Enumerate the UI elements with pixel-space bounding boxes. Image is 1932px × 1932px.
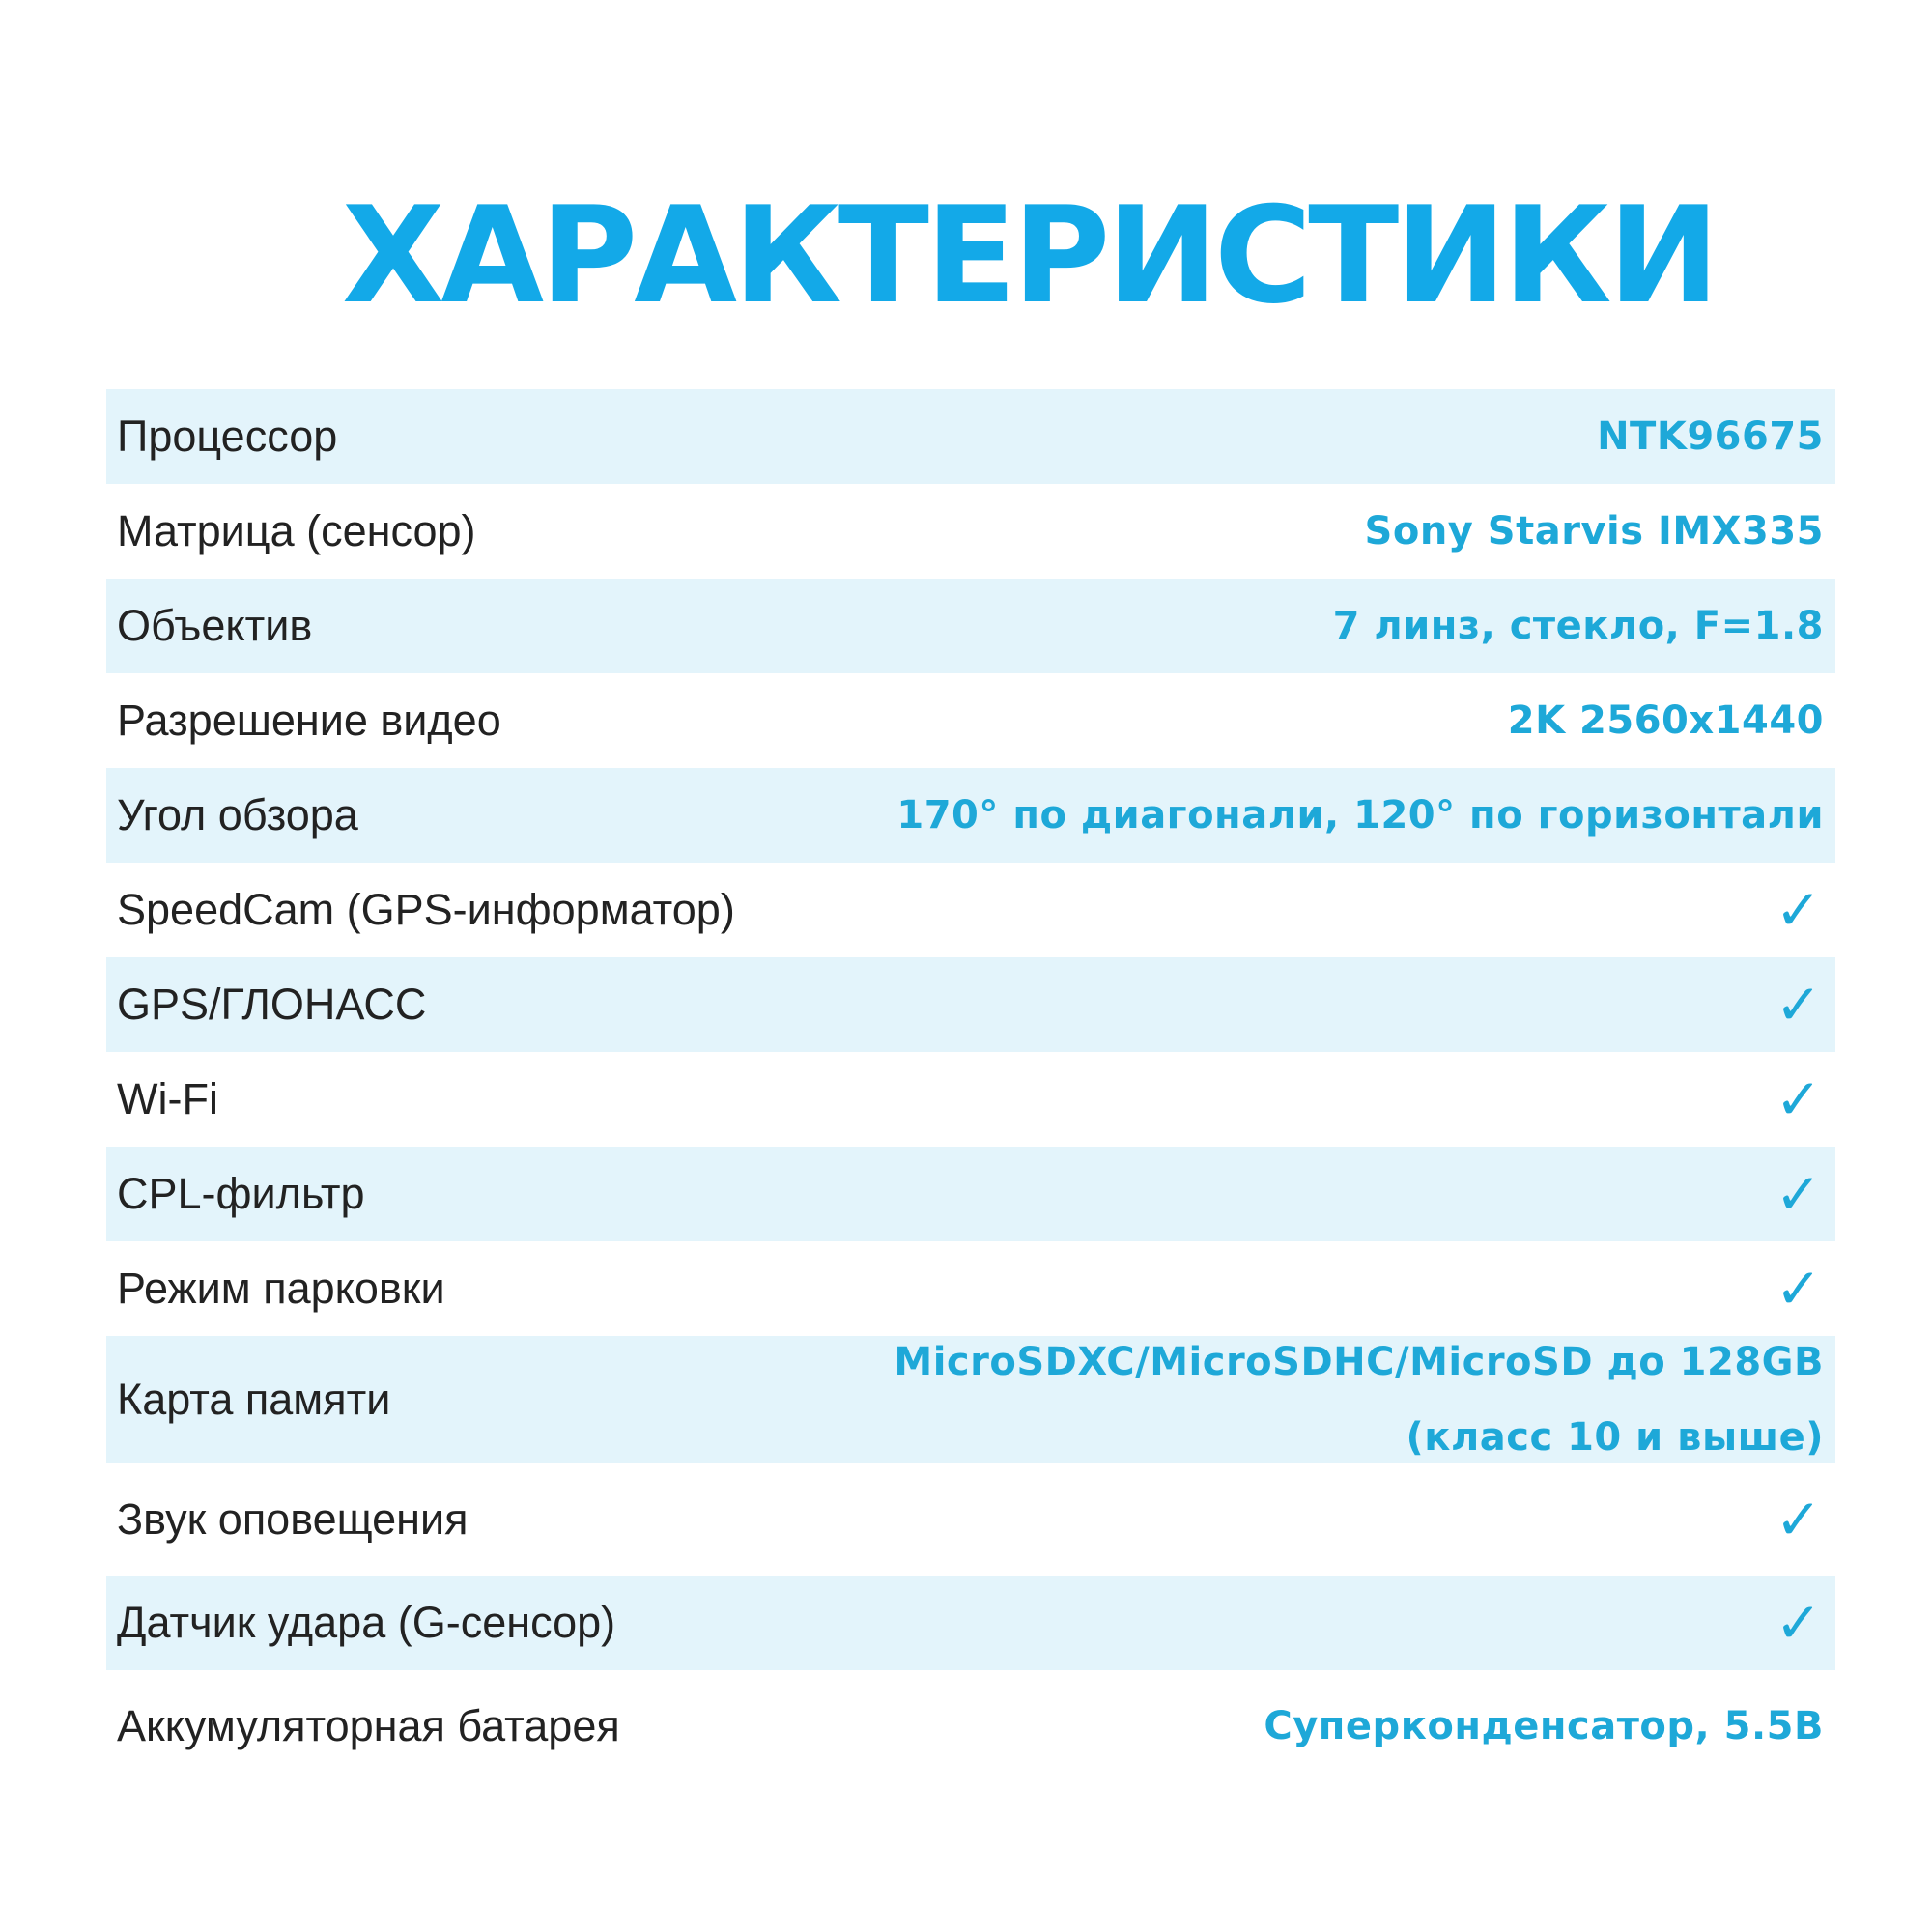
checkmark-icon: ✓ [1775,1161,1822,1227]
spec-value: 7 линз, стекло, F=1.8 [1332,604,1824,648]
spec-row-resolution [106,673,1835,768]
spec-row-battery [106,1670,1835,1782]
spec-label: Угол обзора [117,790,358,839]
checkmark-icon: ✓ [1775,1590,1822,1656]
spec-value: Суперконденсатор, 5.5В [1264,1704,1824,1748]
spec-label: Объектив [117,601,313,650]
spec-row-view-angle [106,768,1835,863]
spec-label: Матрица (сенсор) [117,506,476,555]
spec-label: Разрешение видео [117,696,501,745]
checkmark-icon: ✓ [1775,972,1822,1037]
checkmark-icon: ✓ [1775,877,1822,943]
spec-label: SpeedCam (GPS-информатор) [117,885,735,934]
spec-value-line: (класс 10 и выше) [1406,1415,1824,1460]
spec-row-processor [106,389,1835,484]
spec-value: NTK96675 [1597,414,1824,459]
spec-label: CPL-фильтр [117,1169,365,1218]
spec-value [894,1324,1824,1475]
spec-row-parking-mode [106,1241,1835,1336]
spec-label: GPS/ГЛОНАСС [117,980,427,1029]
spec-label: Датчик удара (G-сенсор) [117,1598,616,1647]
spec-row-lens [106,579,1835,673]
spec-label: Процессор [117,412,338,461]
checkmark-icon: ✓ [1775,1487,1822,1552]
spec-label: Wi-Fi [117,1074,218,1123]
spec-label: Карта памяти [117,1375,391,1424]
spec-value: 170° по диагонали, 120° по горизонтали [896,793,1824,838]
spec-row-memory-card [106,1336,1835,1463]
spec-row-gps [106,957,1835,1052]
spec-row-speedcam [106,863,1835,957]
spec-label: Режим парковки [117,1264,445,1313]
specs-table [106,389,1835,1782]
spec-row-sensor [106,484,1835,579]
spec-row-alert-sound [106,1463,1835,1576]
spec-value: Sony Starvis IMX335 [1364,509,1824,554]
spec-row-cpl-filter [106,1147,1835,1241]
page-title: ХАРАКТЕРИСТИКИ [341,178,1717,333]
spec-value: 2K 2560x1440 [1507,698,1824,743]
spec-row-g-sensor [106,1576,1835,1670]
checkmark-icon: ✓ [1775,1066,1822,1132]
checkmark-icon: ✓ [1775,1256,1822,1321]
spec-label: Звук оповещения [117,1494,469,1544]
spec-value-line: MicroSDXC/MicroSDHC/MicroSD до 128GB [894,1340,1824,1384]
spec-row-wifi [106,1052,1835,1147]
spec-label: Аккумуляторная батарея [117,1701,620,1750]
